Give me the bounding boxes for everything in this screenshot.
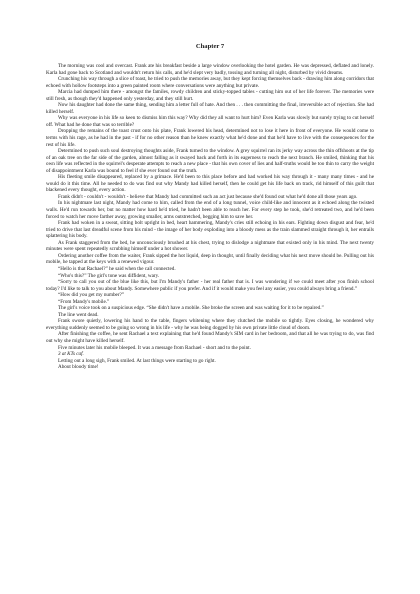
- dialogue-line: “From Mandy's mobile.”: [58, 298, 110, 305]
- paragraph: Marcia had dumped him there - amongst the familes, rowdy children and sticky-topped tables - cutting him out of her life forever. The memories were still fresh, as though they'd happened only yesterday, and they still hurt.: [46, 89, 374, 102]
- paragraph: Letting out a long sigh, Frank smiled. At last things were starting to go right.: [58, 357, 216, 364]
- dialogue-line: “Hello is that Rachael?” he said when the call connected.: [58, 265, 176, 272]
- paragraph: After finishing the coffee, he sent Rachael a text explaining that he'd found Mandy's SIM card in her bedroom, and that all he was trying to do, was find out why she might have killed herself.: [46, 331, 374, 344]
- paragraph: Ordering another coffee from the waiter, Frank sipped the hot liquid, deep in thought, until finally deciding what his next move should be. Pulling out his mobile, he tapped at the keys with a renewed vigour.: [46, 252, 374, 266]
- paragraph: Now his daughter had done the same thing, sending him a letter full of hate. And then . . . then committing the final, irreversible act of rejection. She had killed herself.: [46, 102, 374, 115]
- chapter-title: Chapter 7: [195, 43, 225, 50]
- paragraph: Frank swore quietly, lowering his hand to the table, fingers whitening where they clutched the mobile so tightly. Eyes closing, he wondered why everything suddenly seemed to be going so wrong in his life - why he was being dogged by his own private little cloud of doom.: [46, 318, 374, 331]
- paragraph: The girl's voice took on a suspicious edge. “She didn't have a mobile. She broke the screen and was waiting for it to be repaired.”: [58, 305, 324, 312]
- paragraph: Determined to push such soul destroying thoughts aside, Frank turned to the window. A grey squirrel ran its jerky way across the thin offshoots at the tip of an oak tree on the far side of the garden, almost falling as it swayed back and forth in its eagerness to reach the next branch. He smiled, thinking that his own life was reflected in the squirrel's desperate attempts to reach a new place - that his own cover of lies and half-truths would be too thin to carry the weight of disappointment Karla was bound to feel if she ever found out the truth.: [46, 148, 374, 174]
- paragraph: Five minutes later his mobile bleeped. It was a message from Rachael - short and to the point.: [58, 344, 251, 351]
- paragraph: Why was everyone in his life so keen to dismiss him this way? Why did they all want to hurt him? Even Karla was slowly but surely trying to cut herself off. What had he done that was so terrible?: [46, 115, 374, 128]
- paragraph: As Frank staggered from the bed, he unconsciously brushed at his chest, trying to dislodge a nightmare that existed only in his mind. The next twenty minutes were spent repeatedly scrubbing himself under a hot shower.: [46, 239, 374, 253]
- text-message: 3 at KTs caf.: [58, 351, 84, 358]
- paragraph: His fleeting smile disappeared, replaced by a grimace. He'd been to this place before and had worked his way through it - many many times - and he would do it this time. All he needed to do was find out why Mandy had killed herself, then he could get his life back on track, rid himself of this guilt that blackened every thought, every action.: [46, 174, 374, 194]
- paragraph: Frank didn't - couldn't - wouldn't - believe that Mandy had committed such an act just because she'd found out what he'd done all those years ago.: [58, 193, 358, 200]
- chapter-body: [46, 63, 374, 371]
- dialogue-line: “Sorry to call you out of the blue like this, but I'm Mandy's father - her real father that is. I was wondering if we could meet after you finish school today? I'd like to talk to you about Mandy. Somewhere public if you prefer. And if it would make you feel any easier, you could always bring a friend.”: [46, 279, 374, 292]
- paragraph: The line went dead.: [58, 311, 99, 318]
- paragraph: The morning was cool and overcast. Frank ate his breakfast beside a large window overlooking the hotel garden. He was depressed, deflated and lonely. Karla had gone back to Scotland and wouldn't return his calls, and he'd slept very badly, tossing and turning all night, disturbed by vivid dreams.: [46, 63, 374, 76]
- paragraph: Dropping the remains of the toast crust onto his plate, Frank lowered his head, determined not to lose it here in front of everyone. He would come to terms with his rage, as he had in the past - if for no other reason than he knew exactly what he'd done and that he'd have to live with the consequences for the rest of his life.: [46, 128, 374, 148]
- dialogue-line: “How did you get my number?”: [58, 292, 125, 299]
- paragraph: Frank had woken in a sweat, sitting bolt upright in bed, heart hammering, Mandy's cries still echoing in his ears. Fighting down disgust and fear, he'd tried to drive that last dreadful scene from his mind - the image of her body exploding into a bloody mess as the train slammed straight through it, her entrails splattering his body.: [46, 220, 374, 240]
- dialogue-line: “Who's this?” The girl's tone was diffident, wary.: [58, 272, 160, 279]
- paragraph: Crunching his way through a slice of toast, he tried to push the memories away, but they kept forcing themselves back - drawing him along corridors that echoed with hollow footsteps into a green painted room where conversations were anything but private.: [46, 76, 374, 89]
- paragraph: About bloody time!: [58, 364, 99, 371]
- paragraph: In his nightmare last night, Mandy had come to him, called from the end of a long tunnel, voice child-like and innocent as it echoed along the twisted walls. He'd run towards her, but no matter how hard he'd tried, he hadn't been able to reach her. For every step he took, she'd retreated two, and he'd been forced to watch her move farther away, growing smaller, arms outstretched, begging him to save her.: [46, 200, 374, 220]
